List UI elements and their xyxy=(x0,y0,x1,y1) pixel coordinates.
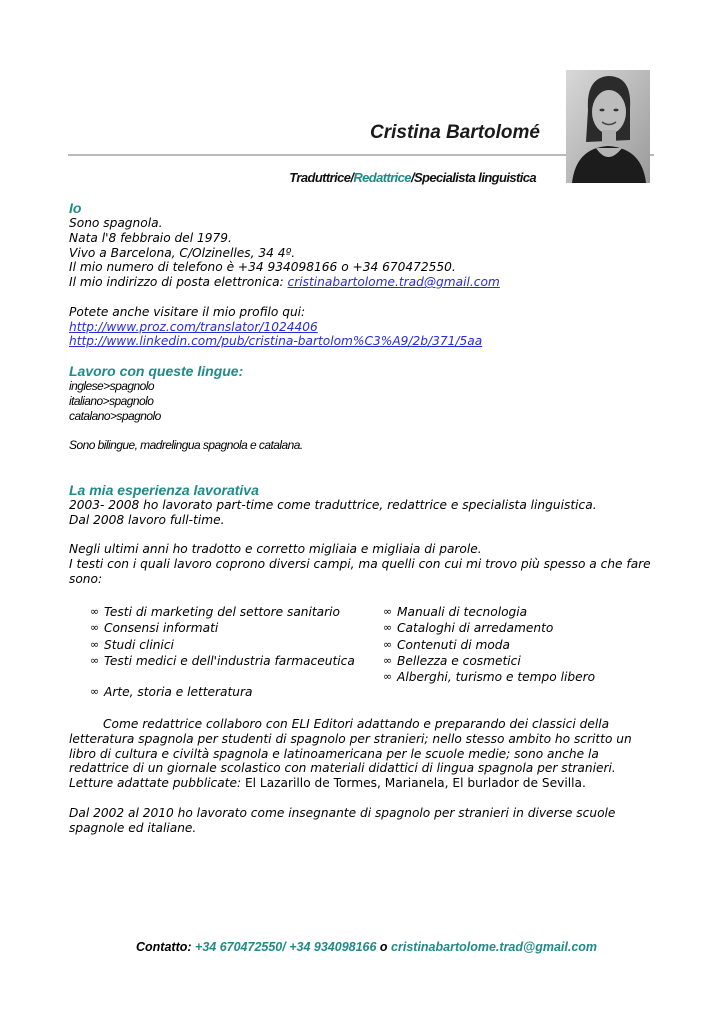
readings-label: Letture adattate pubblicate: xyxy=(69,776,245,791)
list-item: ∞ Bellezza e cosmetici xyxy=(383,653,521,668)
infinity-icon: ∞ xyxy=(383,605,393,618)
list-item: ∞ Arte, storia e letteratura xyxy=(90,685,253,699)
io-section xyxy=(69,216,500,349)
language-pair: catalano>spagnolo xyxy=(69,409,161,423)
experience-line: Dal 2008 lavoro full-time. xyxy=(69,512,225,527)
linkedin-profile-link[interactable]: http://www.linkedin.com/pub/cristina-bartolom%C3%A9/2b/371/5aa xyxy=(69,334,483,349)
section-heading-io: Io xyxy=(69,200,82,216)
infinity-icon: ∞ xyxy=(90,605,100,618)
io-line: Sono spagnola. xyxy=(69,216,163,230)
infinity-icon: ∞ xyxy=(383,621,393,635)
list-item: ∞ Testi medici e dell'industria farmaceutica xyxy=(90,653,355,668)
list-item: ∞ Contenuti di moda xyxy=(383,637,510,652)
contact-footer xyxy=(136,940,596,954)
job-title xyxy=(200,170,536,185)
io-line: Nata l'8 febbraio del 1979. xyxy=(69,230,232,245)
list-item: ∞ Manuali di tecnologia xyxy=(383,605,528,619)
paragraph-line: libro di cultura e civiltà spagnola e latinoamericana per le scuole medie; sono anche la xyxy=(69,746,599,761)
profile-photo xyxy=(566,70,650,183)
role-editor: Redattrice xyxy=(353,170,411,185)
infinity-icon: ∞ xyxy=(383,670,393,684)
language-pairs xyxy=(69,379,161,424)
paragraph-line: spagnole ed italiane. xyxy=(69,820,197,835)
infinity-icon: ∞ xyxy=(383,653,393,667)
paragraph-line: Dal 2002 al 2010 ho lavorato come insegnante di spagnolo per stranieri in diverse scuole xyxy=(69,806,616,820)
language-pair: italiano>spagnolo xyxy=(69,394,154,408)
contact-email[interactable]: cristinabartolome.trad@gmail.com xyxy=(391,940,598,954)
list-item: ∞ Studi clinici xyxy=(90,637,174,652)
io-line: Vivo a Barcelona, C/Olzinelles, 34 4º. xyxy=(69,245,296,260)
infinity-icon: ∞ xyxy=(90,637,100,651)
list-item: ∞ Testi di marketing del settore sanitario xyxy=(90,605,340,619)
section-heading-languages: Lavoro con queste lingue: xyxy=(69,363,244,379)
bilingual-note: Sono bilingue, madrelingua spagnola e catalana. xyxy=(69,438,303,452)
experience-line: I testi con i quali lavoro coprono diversi campi, ma quelli con cui mi trovo più spesso a che fare xyxy=(69,557,651,572)
email-label: Il mio indirizzo di posta elettronica: xyxy=(69,275,288,290)
email-link[interactable]: cristinabartolome.trad@gmail.com xyxy=(287,275,500,290)
experience-intro xyxy=(69,498,651,587)
paragraph-line: redattrice di un giornale scolastico con materiali didattici di lingua spagnola per stranieri. xyxy=(69,761,616,776)
io-line: Il mio numero di telefono è +34 934098166 o +34 670472550. xyxy=(69,260,456,275)
language-pair: inglese>spagnolo xyxy=(69,379,154,393)
experience-line: Negli ultimi anni ho tradotto e corretto migliaia e migliaia di parole. xyxy=(69,542,482,557)
readings-line xyxy=(69,776,632,791)
paragraph-line: Come redattrice collaboro con ELI Editori adattando e preparando dei classici della xyxy=(103,717,610,731)
infinity-icon: ∞ xyxy=(90,621,100,635)
infinity-icon: ∞ xyxy=(90,653,100,667)
list-item: ∞ Cataloghi di arredamento xyxy=(383,621,554,636)
list-item: ∞ Alberghi, turismo e tempo libero xyxy=(383,670,596,685)
infinity-icon: ∞ xyxy=(383,637,393,651)
fields-list-left xyxy=(90,604,355,669)
list-item: ∞ Consensi informati xyxy=(90,621,219,636)
email-line xyxy=(69,275,500,290)
experience-line: sono: xyxy=(69,571,103,586)
readings-titles: El Lazarillo de Tormes, Marianela, El burlador de Sevilla. xyxy=(244,776,586,791)
fields-list-right xyxy=(383,604,595,685)
contact-phones: +34 670472550/ +34 934098166 xyxy=(195,940,377,954)
candidate-name: Cristina Bartolomé xyxy=(370,122,540,143)
role-translator: Traduttrice/ xyxy=(289,170,354,185)
infinity-icon: ∞ xyxy=(90,685,100,698)
teaching-paragraph xyxy=(69,806,615,836)
role-specialist: /Specialista linguistica xyxy=(410,170,536,185)
paragraph-line: letteratura spagnola per studenti di spagnolo per stranieri; nello stesso ambito ho scritto un xyxy=(69,731,632,746)
experience-line: 2003- 2008 ho lavorato part-time come traduttrice, redattrice e specialista linguistica. xyxy=(69,498,597,512)
section-heading-experience: La mia esperienza lavorativa xyxy=(69,482,259,498)
eli-paragraph xyxy=(69,717,632,791)
contact-label: Contatto: xyxy=(136,940,196,954)
profile-intro: Potete anche visitare il mio profilo qui: xyxy=(69,304,306,319)
contact-or: o xyxy=(376,940,392,954)
proz-profile-link[interactable]: http://www.proz.com/translator/1024406 xyxy=(69,319,318,334)
